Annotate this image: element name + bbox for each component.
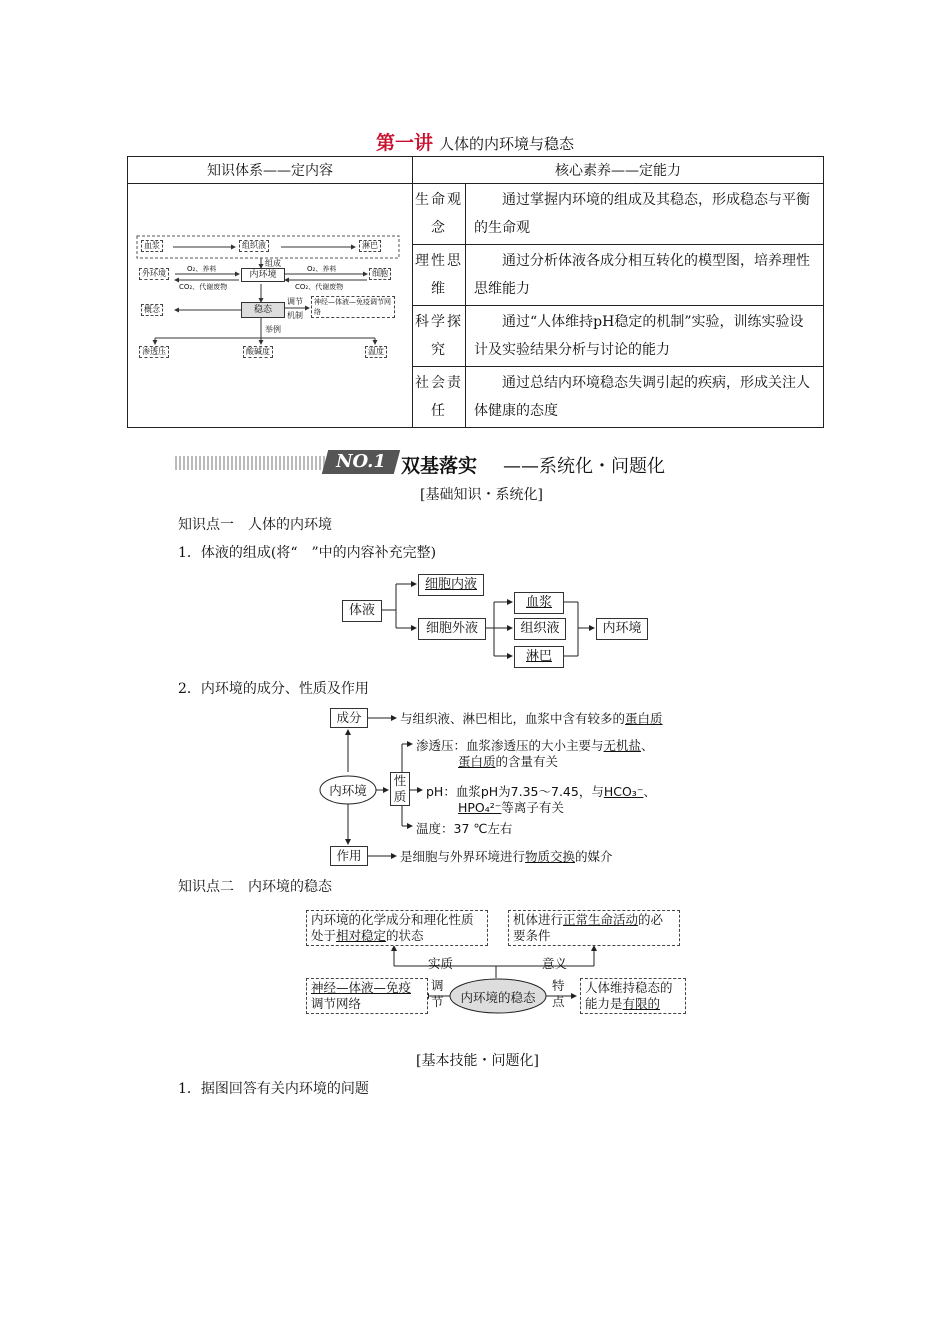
prop-function: 作用	[330, 846, 368, 866]
fluid-tissue: 组织液	[514, 618, 566, 640]
mini-mechanism: 机制	[287, 311, 303, 320]
limit-line-2	[585, 996, 681, 1012]
homeostasis-center: 内环境的稳态	[460, 990, 536, 1005]
function-text: 是细胞与外界环境进行	[400, 849, 526, 864]
composition-desc-answer: 蛋白质	[625, 711, 663, 726]
mini-o2-left: O₂、养料	[187, 265, 217, 273]
essence-text-3: 的状态	[386, 928, 424, 943]
significance-answer: 正常生命活动	[563, 912, 639, 927]
mini-compose-label: 组成	[265, 259, 281, 268]
mini-concept: 概念	[141, 304, 163, 316]
mini-plasma: 血浆	[141, 240, 163, 252]
osmotic-text: 渗透压：血浆渗透压的大小主要与	[416, 738, 604, 753]
banner-subtitle: ——系统化・问题化	[503, 456, 665, 477]
essence-label: 实质	[428, 956, 454, 971]
limit-answer: 有限的	[622, 996, 661, 1011]
mini-tissue-fluid: 组织液	[239, 240, 269, 252]
network-box	[306, 978, 428, 1014]
prop-composition: 成分	[330, 708, 368, 728]
essence-box	[306, 910, 488, 946]
mini-co2-left: CO₂、代谢废物	[179, 283, 228, 291]
mini-external: 外环境	[139, 268, 169, 280]
prop-composition-desc	[400, 709, 663, 727]
osmotic-answer-1: 无机盐	[603, 738, 642, 753]
title-main: 人体的内环境与稳态	[439, 135, 575, 153]
significance-text-2: 的必要条件	[513, 912, 664, 943]
property-diagram	[310, 706, 710, 870]
question-3: 1．据图回答有关内环境的问题	[178, 1081, 369, 1097]
ph-text-2: 等离子有关	[501, 800, 564, 815]
essence-text-2: 处于	[311, 928, 337, 943]
regulate-label: 调节	[431, 978, 444, 1009]
osmotic-answer-2: 蛋白质	[458, 754, 496, 769]
fluid-body-fluid: 体液	[342, 600, 382, 622]
significance-text-1: 机体进行	[513, 912, 564, 927]
homeostasis-diagram	[300, 906, 690, 1020]
mini-internal-env: 内环境	[241, 268, 285, 282]
competency-desc: 通过分析体液各成分相互转化的模型图，培养理性思维能力	[466, 245, 824, 306]
page-title	[0, 128, 950, 155]
essence-text-1: 内环境的化学成分和理化性质	[311, 912, 474, 927]
network-text-2: 调节网络	[311, 996, 362, 1011]
fluid-internal-env: 内环境	[596, 618, 648, 640]
fluid-intracellular: 细胞内液	[418, 574, 484, 596]
prop-function-desc	[400, 847, 613, 865]
prop-internal-env: 内环境	[329, 783, 367, 798]
knowledge-point-1: 知识点一 人体的内环境	[178, 517, 332, 533]
mini-osmotic: 渗透压	[139, 346, 169, 358]
header-knowledge: 知识体系——定内容	[128, 157, 413, 184]
function-text-2: 的媒介	[575, 849, 613, 864]
mini-diagram	[135, 228, 403, 368]
banner-dots	[175, 456, 325, 470]
essence-answer: 相对稳定	[336, 928, 387, 943]
mini-network: 神经—体液—免疫调节网络	[311, 296, 395, 318]
function-answer: 物质交换	[525, 849, 576, 864]
composition-desc-text: 与组织液、淋巴相比，血浆中含有较多的	[400, 711, 626, 726]
mini-o2-right: O₂、养料	[307, 265, 337, 273]
ph-text: pH：血浆pH为7.35～7.45，与	[426, 784, 604, 799]
section-basic-knowledge: [基础知识・系统化]	[420, 487, 543, 503]
knowledge-point-2: 知识点二 内环境的稳态	[178, 879, 332, 895]
header-competency: 核心素养——定能力	[413, 157, 824, 184]
ph-answer-2: HPO₄²⁻	[458, 800, 502, 815]
competency-desc: 通过总结内环境稳态失调引起的疾病，形成关注人体健康的态度	[466, 367, 824, 428]
mini-cell: 细胞	[369, 268, 391, 280]
fluid-lymph: 淋巴	[514, 646, 564, 668]
limit-text-2: 能力是	[585, 996, 623, 1011]
title-lecture: 第一讲	[375, 132, 433, 154]
mini-lymph: 淋巴	[359, 240, 381, 252]
competency-category: 理性思维	[413, 245, 466, 306]
fluid-extracellular: 细胞外液	[418, 618, 486, 640]
feature-label: 特点	[552, 978, 565, 1009]
mini-acidity: 酸碱度	[243, 346, 273, 358]
mini-temperature: 温度	[365, 346, 387, 358]
competency-desc: 通过掌握内环境的组成及其稳态，形成稳态与平衡的生命观	[466, 184, 824, 245]
question-1: 1．体液的组成(将“ ”中的内容补充完整)	[178, 545, 437, 561]
mini-co2-right: CO₂、代谢废物	[295, 283, 344, 291]
competency-category: 生命观念	[413, 184, 466, 245]
significance-box	[508, 910, 680, 946]
essence-line-2	[311, 928, 483, 944]
competency-category: 社会责任	[413, 367, 466, 428]
fluid-plasma: 血浆	[514, 592, 564, 614]
mini-regulate: 调节	[287, 297, 303, 306]
section-banner	[175, 450, 695, 476]
osmotic-text-2: 的含量有关	[495, 754, 559, 769]
body-fluid-diagram	[338, 572, 678, 672]
mini-homeostasis: 稳态	[241, 302, 285, 318]
significance-label: 意义	[542, 956, 568, 971]
limit-text-1: 人体维持稳态的	[585, 980, 673, 995]
question-2: 2．内环境的成分、性质及作用	[178, 681, 369, 697]
prop-osmotic-2	[458, 752, 558, 770]
prop-ph-2	[458, 798, 564, 816]
limit-box	[580, 978, 686, 1014]
competency-category: 科学探究	[413, 306, 466, 367]
mini-example: 举例	[265, 325, 281, 334]
network-text-1: 神经—体液—免疫	[311, 980, 412, 995]
osmotic-sep: 、	[641, 738, 654, 753]
prop-property: 性质	[390, 772, 410, 806]
banner-number: NO.1	[336, 451, 386, 472]
ph-sep: 、	[643, 784, 656, 799]
prop-temperature: 温度：37 ℃左右	[416, 821, 513, 836]
section-basic-skills: [基本技能・问题化]	[416, 1053, 539, 1069]
ph-answer-1: HCO₃⁻	[603, 784, 644, 799]
banner-title: 双基落实	[401, 455, 478, 477]
significance-line-1	[513, 912, 675, 944]
competency-desc: 通过“人体维持pH稳定的机制”实验，训练实验设计及实验结果分析与讨论的能力	[466, 306, 824, 367]
